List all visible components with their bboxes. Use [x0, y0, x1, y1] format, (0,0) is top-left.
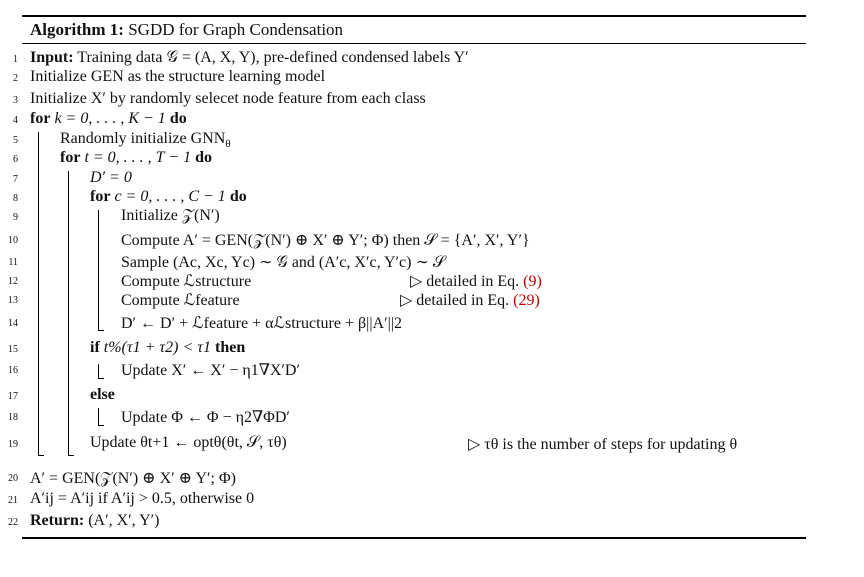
- else-keyword: else: [90, 386, 115, 403]
- gnn-init-text: Randomly initialize GNN: [60, 130, 226, 147]
- input-keyword: Input:: [30, 49, 74, 66]
- line-text: [30, 49, 469, 67]
- loop-range: t = 0, . . . , T − 1: [84, 149, 192, 166]
- line-text: Update Φ ← Φ − η2∇ΦD′: [121, 409, 290, 426]
- equation-reference[interactable]: (9): [523, 273, 542, 290]
- line-text: [30, 512, 159, 530]
- algorithm-line-3: [0, 90, 864, 110]
- algorithm-line-10: [0, 230, 864, 250]
- algorithm-line-12: [0, 271, 864, 291]
- then-keyword: then: [214, 339, 246, 356]
- line-text: Update θt+1 ← optθ(θt, 𝒮, τθ): [90, 434, 287, 451]
- line-number: 20: [8, 473, 18, 484]
- loop-range: k = 0, . . . , K − 1: [54, 110, 166, 127]
- algorithm-line-20: [0, 468, 864, 488]
- line-number: 8: [13, 193, 18, 204]
- line-text: Update X′ ← X′ − η1∇X′D′: [121, 362, 300, 379]
- comment: [400, 290, 540, 310]
- loop-range: c = 0, . . . , C − 1: [114, 188, 226, 205]
- comment-text: ▷ detailed in Eq.: [410, 273, 520, 290]
- line-text: Initialize GEN as the structure learning model: [30, 68, 326, 85]
- line-number: 7: [13, 174, 18, 185]
- comment-text: ▷ detailed in Eq.: [400, 292, 510, 309]
- algorithm-line-7: [0, 169, 864, 189]
- if-keyword: if: [90, 339, 100, 356]
- line-number: 21: [8, 495, 18, 506]
- for-keyword: for: [60, 149, 81, 166]
- algorithm-line-14: [0, 313, 864, 333]
- line-number: 6: [13, 154, 18, 165]
- line-number: 2: [13, 73, 18, 84]
- line-number: 10: [8, 235, 18, 246]
- comment: ▷ τθ is the number of steps for updating θ: [468, 436, 738, 453]
- line-text: Sample (Ac, Xc, Yc) ∼ 𝒢 and (A′c, X′c, Y′c) ∼ 𝒮: [121, 254, 446, 271]
- line-text: Initialize X′ by randomly selecet node feature from each class: [30, 90, 426, 107]
- equation-reference[interactable]: (29): [513, 292, 540, 309]
- do-keyword: do: [169, 110, 187, 127]
- algorithm-name: SGDD for Graph Condensation: [128, 20, 344, 39]
- algorithm-label: Algorithm 1:: [30, 20, 124, 39]
- line-number: 5: [13, 135, 18, 146]
- line-number: 16: [8, 365, 18, 376]
- algorithm-line-13: [0, 290, 864, 310]
- line-text: [90, 188, 247, 206]
- algorithm-title: [30, 20, 343, 40]
- algorithm-line-18: [0, 407, 864, 427]
- line-number: 11: [8, 257, 18, 268]
- line-number: 19: [8, 439, 18, 450]
- algorithm-line-1: [0, 49, 864, 69]
- algorithm-line-9: [0, 207, 864, 227]
- algorithm-line-16: [0, 360, 864, 380]
- line-number: 17: [8, 391, 18, 402]
- for-keyword: for: [30, 110, 51, 127]
- line-text: Compute A′ = GEN(𝒵(N′) ⊕ X′ ⊕ Y′; Φ) then 𝒮 = {A′, X′, Y′}: [121, 232, 530, 249]
- line-number: 22: [8, 517, 18, 528]
- line-text: D′ ← D′ + ℒfeature + αℒstructure + β||A′||2: [121, 315, 402, 332]
- algorithm-line-11: [0, 252, 864, 272]
- line-number: 1: [13, 54, 18, 65]
- comment: [410, 271, 542, 291]
- line-text: [90, 339, 245, 357]
- theta-subscript: θ: [225, 138, 231, 151]
- line-number: 15: [8, 344, 18, 355]
- algorithm-line-22: [0, 512, 864, 532]
- line-text: D′ = 0: [90, 169, 132, 186]
- line-number: 3: [13, 95, 18, 106]
- line-number: 9: [13, 212, 18, 223]
- line-text: A′ = GEN(𝒵(N′) ⊕ X′ ⊕ Y′; Φ): [30, 470, 236, 487]
- line-text: Initialize 𝒵(N′): [121, 207, 220, 224]
- top-rule: [22, 15, 806, 17]
- line-number: 14: [8, 318, 18, 329]
- bottom-rule: [22, 537, 806, 539]
- do-keyword: do: [229, 188, 247, 205]
- line-text: [60, 130, 231, 150]
- for-t-block-end: [68, 455, 74, 456]
- algorithm-line-21: [0, 490, 864, 510]
- condition: t%(τ1 + τ2) < τ1: [103, 339, 211, 356]
- do-keyword: do: [195, 149, 212, 166]
- line-text: Compute ℒfeature: [121, 292, 240, 309]
- for-keyword: for: [90, 188, 111, 205]
- algorithm-line-4: [0, 110, 864, 130]
- algorithm-line-17: [0, 386, 864, 406]
- line-number: 18: [8, 412, 18, 423]
- line-number: 13: [8, 295, 18, 306]
- for-k-block-end: [38, 455, 44, 456]
- return-keyword: Return:: [30, 512, 85, 529]
- return-value: (A′, X′, Y′): [88, 512, 160, 529]
- line-text: Compute ℒstructure: [121, 273, 252, 290]
- line-text: [30, 110, 187, 128]
- algorithm-line-8: [0, 188, 864, 208]
- header-rule: [22, 43, 806, 44]
- algorithm-line-19: [0, 434, 864, 454]
- algorithm-line-2: [0, 68, 864, 88]
- algorithm-line-15: [0, 339, 864, 359]
- algorithm-line-6: [0, 149, 864, 169]
- algorithm-line-5: [0, 130, 864, 150]
- line-number: 4: [13, 115, 18, 126]
- input-text: Training data 𝒢 = (A, X, Y), pre-defined condensed labels Y′: [77, 49, 469, 66]
- line-text: [60, 149, 212, 167]
- line-number: 12: [8, 276, 18, 287]
- line-text: A′ij = A′ij if A′ij > 0.5, otherwise 0: [30, 490, 255, 507]
